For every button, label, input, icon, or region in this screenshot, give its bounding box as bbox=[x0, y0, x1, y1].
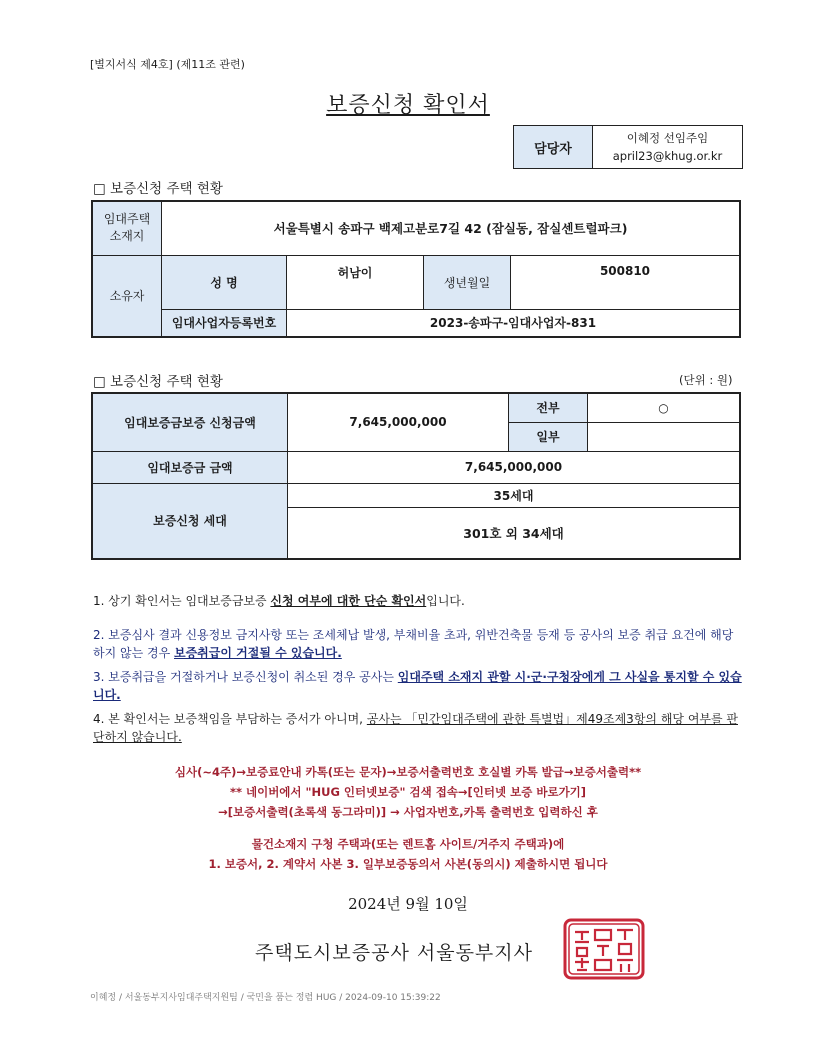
owner-label: 소유자 bbox=[92, 255, 162, 337]
note-1-end: 입니다. bbox=[426, 594, 465, 608]
organization-name: 주택도시보증공사 서울동부지사 bbox=[255, 942, 533, 964]
note-1 bbox=[93, 592, 743, 610]
contact-name: 이혜정 선임주임 bbox=[626, 131, 709, 145]
issue-date: 2024년 9월 10일 bbox=[348, 895, 468, 913]
contact-box bbox=[513, 125, 743, 169]
guide-line-4: 물건소재지 구청 주택과(또는 렌트홈 사이트/거주지 주택과)에 bbox=[251, 837, 565, 851]
official-seal bbox=[563, 918, 645, 984]
contact-label: 담당자 bbox=[514, 126, 593, 168]
note-3 bbox=[93, 668, 743, 704]
partial-value bbox=[588, 422, 741, 451]
section2-title: □ 보증신청 주택 현황 bbox=[93, 374, 223, 390]
household-count: 35세대 bbox=[288, 483, 741, 507]
note-1-emphasis: 신청 여부에 대한 단순 확인서 bbox=[270, 594, 427, 608]
name-label: 성 명 bbox=[162, 255, 287, 309]
name-value: 허남이 bbox=[287, 255, 424, 309]
deposit-label: 임대보증금 금액 bbox=[92, 451, 288, 483]
guide-block-2 bbox=[0, 834, 816, 874]
note-2 bbox=[93, 626, 743, 662]
document-title: 보증신청 확인서 bbox=[326, 93, 490, 118]
section1-title: □ 보증신청 주택 현황 bbox=[93, 181, 223, 197]
registration-value: 2023-송파구-임대사업자-831 bbox=[287, 309, 741, 337]
contact-email: april23@khug.or.kr bbox=[612, 149, 723, 163]
registration-label: 임대사업자등록번호 bbox=[162, 309, 287, 337]
seal-icon bbox=[563, 918, 645, 980]
footer-meta: 이혜정 / 서울동부지사임대주택지원팀 / 국민을 품는 정렴 HUG / 2024-09-10 15:39:22 bbox=[90, 993, 441, 1003]
full-value: ○ bbox=[588, 393, 741, 422]
address-value: 서울특별시 송파구 백제고분로7길 42 (잠실동, 잠실센트럴파크) bbox=[162, 201, 741, 255]
birth-label: 생년월일 bbox=[424, 255, 511, 309]
unit-label: (단위 : 원) bbox=[679, 373, 733, 387]
household-label: 보증신청 세대 bbox=[92, 483, 288, 559]
note-3-emphasis: 임대주택 소재지 관할 시·군·구청장에게 그 사실을 통지할 수 있습니다. bbox=[93, 670, 742, 702]
apply-amount-label: 임대보증금보증 신청금액 bbox=[92, 393, 288, 451]
guide-block bbox=[0, 762, 816, 822]
address-label: 임대주택 소재지 bbox=[92, 201, 162, 255]
note-4-text: 4. 본 확인서는 보증책임을 부담하는 증서가 아니며, bbox=[93, 712, 367, 726]
partial-label: 일부 bbox=[509, 422, 588, 451]
guide-line-2: ** 네이버에서 "HUG 인터넷보증" 검색 접속→[인터넷 보증 바로가기] bbox=[229, 785, 587, 799]
guide-line-3: →[보증서출력(초록색 동그라미)] → 사업자번호,카톡 출력번호 입력하신 후 bbox=[218, 805, 598, 819]
household-detail: 301호 외 34세대 bbox=[288, 507, 741, 559]
note-2-emphasis: 보증취급이 거절될 수 있습니다. bbox=[174, 646, 342, 660]
full-label: 전부 bbox=[509, 393, 588, 422]
note-2-text: 2. 보증심사 결과 신용정보 금지사항 또는 조세체납 발생, 부채비율 초과, 위반건축물 등재 등 공사의 보증 취급 요건에 해당하지 않는 경우 bbox=[93, 628, 734, 660]
note-1-text: 1. 상기 확인서는 임대보증금보증 bbox=[93, 594, 271, 608]
housing-status-table bbox=[91, 200, 741, 338]
contact-value bbox=[593, 126, 742, 168]
apply-amount-value: 7,645,000,000 bbox=[288, 393, 509, 451]
guide-line-5: 1. 보증서, 2. 계약서 사본 3. 일부보증동의서 사본(동의시) 제출하시면 됩니다 bbox=[208, 857, 608, 871]
note-4 bbox=[93, 710, 743, 746]
guide-line-1: 심사(~4주)→보증료안내 카톡(또는 문자)→보증서출력번호 호실별 카톡 발급→보증서출력** bbox=[174, 765, 642, 779]
note-4-emphasis: 공사는 「민간임대주택에 관한 특별법」제49조제3항의 해당 여부를 판단하지 않습니다. bbox=[93, 712, 738, 744]
guarantee-table bbox=[91, 392, 741, 560]
birth-value: 500810 bbox=[511, 255, 741, 309]
deposit-value: 7,645,000,000 bbox=[288, 451, 741, 483]
form-reference: [별지서식 제4호] (제11조 관련) bbox=[90, 58, 245, 71]
note-3-text: 3. 보증취급을 거절하거나 보증신청이 취소된 경우 공사는 bbox=[93, 670, 398, 684]
